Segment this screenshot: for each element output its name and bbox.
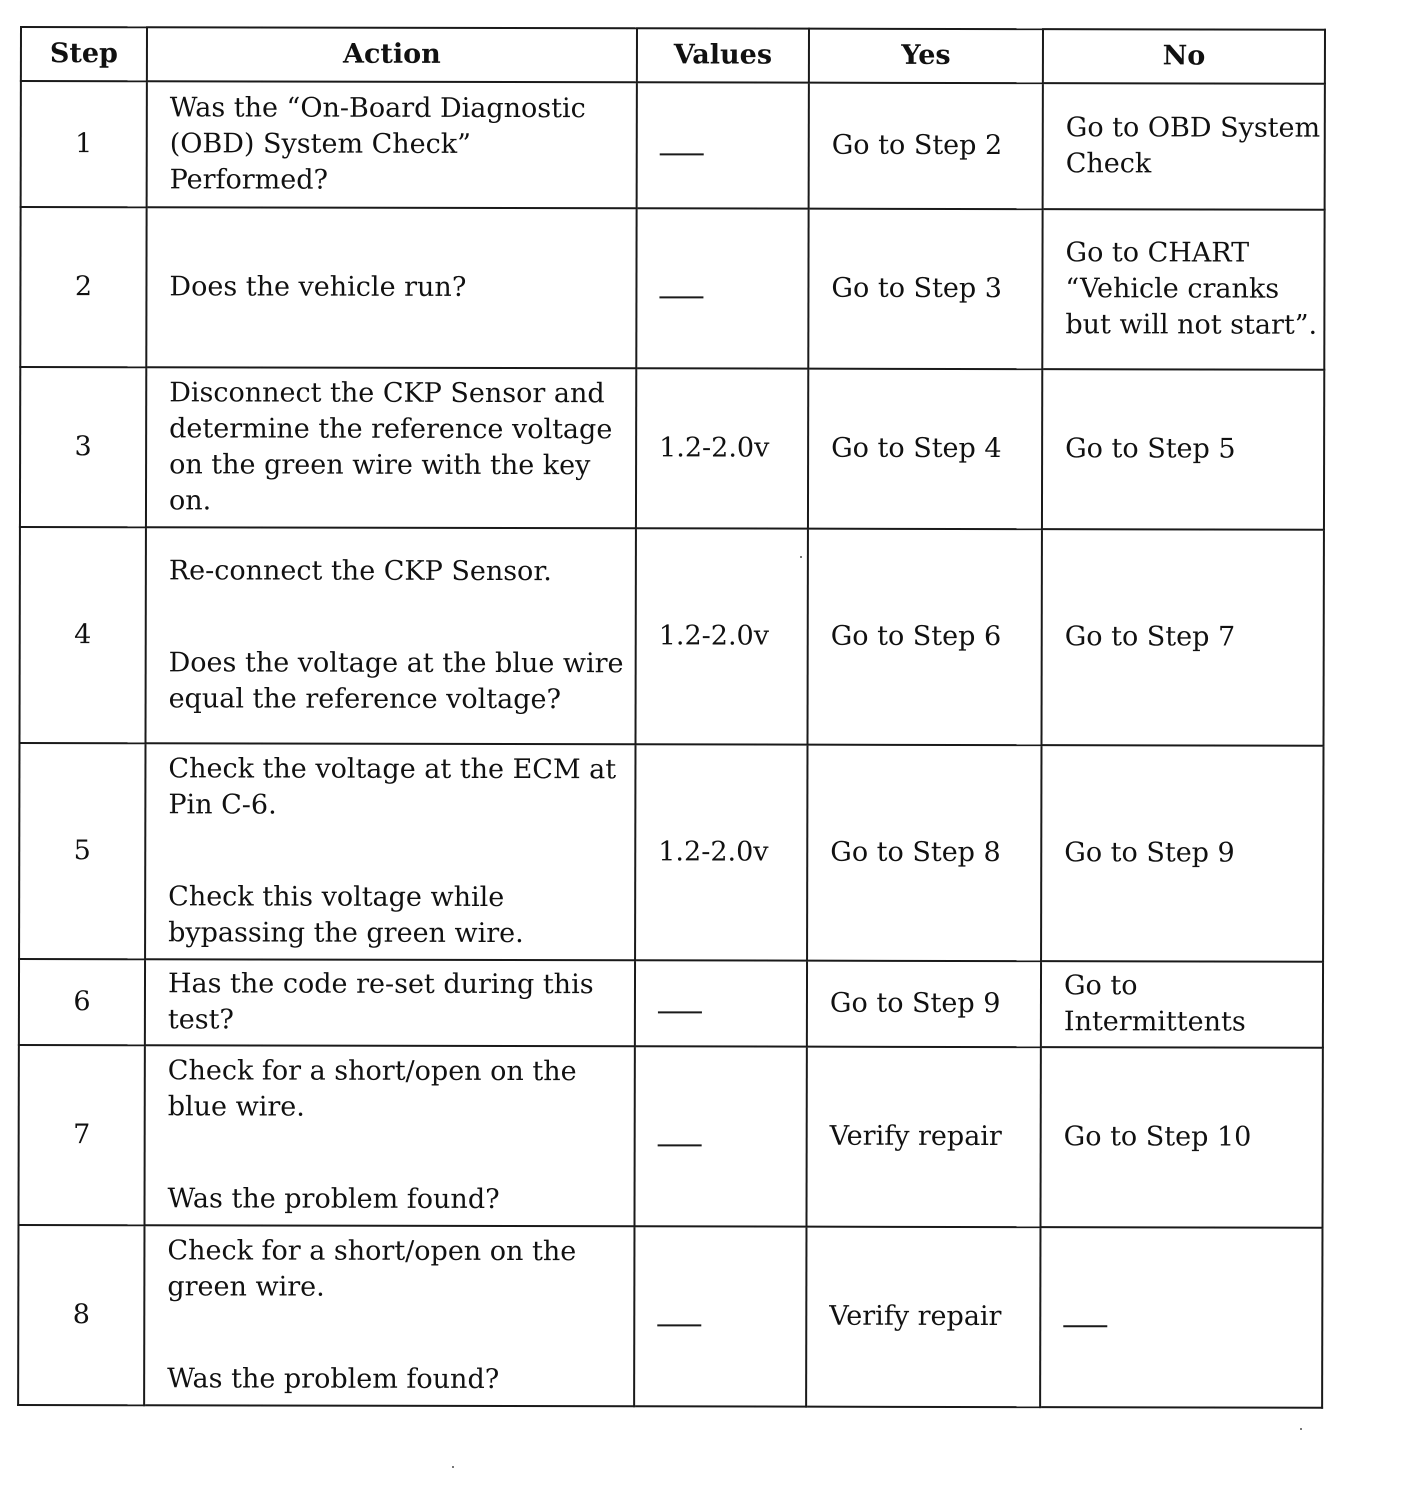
table-row <box>18 1225 1322 1408</box>
values-cell: 1.2-2.0v <box>635 528 807 744</box>
action-paragraph: Was the “On-Board Diagnostic (OBD) System Check” Performed? <box>169 92 586 196</box>
no-cell: Go to Step 10 <box>1040 1047 1322 1228</box>
action-cell <box>146 367 636 528</box>
step-cell: 2 <box>20 207 146 367</box>
paragraph-gap <box>169 589 625 646</box>
no-cell: Go to Step 9 <box>1041 745 1323 962</box>
table-row <box>20 207 1324 370</box>
header-yes: Yes <box>809 29 1043 83</box>
action-cell <box>147 81 637 208</box>
header-no: No <box>1043 29 1325 84</box>
values-cell <box>634 1226 806 1406</box>
table-row <box>21 81 1325 210</box>
blank-line <box>659 296 703 298</box>
action-paragraph: Disconnect the CKP Sensor and determine the reference voltage on the green wire with the key on. <box>168 377 613 517</box>
yes-cell: Go to Step 6 <box>807 529 1041 745</box>
action-cell <box>144 1045 634 1226</box>
yes-cell: Go to Step 8 <box>807 745 1041 961</box>
action-paragraph: Re-connect the CKP Sensor. <box>168 555 552 588</box>
step-cell: 4 <box>19 527 145 743</box>
action-paragraph: Check for a short/open on the blue wire. <box>167 1055 577 1123</box>
step-cell: 6 <box>19 959 145 1045</box>
scan-speck <box>800 556 802 558</box>
paragraph-gap <box>167 1305 623 1362</box>
table-row <box>19 959 1323 1048</box>
action-cell <box>144 1225 634 1406</box>
table-row <box>19 527 1323 746</box>
yes-cell: Go to Step 3 <box>808 209 1042 369</box>
blank-line <box>658 1011 702 1013</box>
no-cell: Go to Step 5 <box>1042 369 1324 530</box>
action-paragraph: Check this voltage while bypassing the green wire. <box>168 881 524 950</box>
yes-cell: Verify repair <box>806 1227 1040 1407</box>
step-cell: 8 <box>18 1225 144 1405</box>
header-step: Step <box>21 27 147 81</box>
header-values: Values <box>637 28 809 82</box>
diagnostic-table <box>17 26 1326 1409</box>
yes-cell: Go to Step 2 <box>809 83 1043 209</box>
action-paragraph: Was the problem found? <box>167 1363 500 1396</box>
action-cell <box>145 959 635 1046</box>
values-cell <box>635 960 807 1046</box>
step-cell: 3 <box>20 367 146 527</box>
yes-cell: Go to Step 4 <box>808 369 1042 529</box>
table-body <box>18 81 1325 1408</box>
no-cell: Go to Step 7 <box>1041 529 1323 746</box>
yes-cell: Go to Step 9 <box>807 961 1041 1047</box>
step-cell: 1 <box>21 81 147 207</box>
yes-cell: Verify repair <box>806 1047 1040 1227</box>
paragraph-gap <box>168 1125 624 1182</box>
blank-line <box>658 1144 702 1146</box>
scan-speck <box>1300 1428 1302 1430</box>
action-cell <box>146 207 636 368</box>
header-row <box>21 27 1325 84</box>
no-cell: Go to Intermittents <box>1041 961 1323 1048</box>
scan-speck <box>452 1466 454 1468</box>
action-paragraph: Does the voltage at the blue wire equal the reference voltage? <box>168 647 624 716</box>
values-cell <box>634 1046 806 1226</box>
action-cell <box>145 743 635 960</box>
table-row <box>19 743 1323 962</box>
paragraph-gap <box>168 823 624 880</box>
values-cell <box>636 208 808 368</box>
values-cell: 1.2-2.0v <box>635 744 807 960</box>
action-paragraph: Check the voltage at the ECM at Pin C-6. <box>168 753 617 821</box>
table-row <box>18 1045 1322 1228</box>
blank-line <box>657 1324 701 1326</box>
step-cell: 7 <box>18 1045 144 1225</box>
step-cell: 5 <box>19 743 145 959</box>
table-row <box>20 367 1324 530</box>
action-cell <box>145 527 635 744</box>
blank-line <box>1063 1325 1107 1327</box>
no-cell <box>1040 1227 1322 1408</box>
action-paragraph: Does the vehicle run? <box>169 271 467 303</box>
blank-line <box>660 153 704 155</box>
action-paragraph: Check for a short/open on the green wire. <box>167 1235 577 1303</box>
values-cell <box>637 82 809 208</box>
header-action: Action <box>147 27 637 82</box>
values-cell: 1.2-2.0v <box>636 368 808 528</box>
action-paragraph: Has the code re-set during this test? <box>167 968 594 1036</box>
no-cell: Go to CHART “Vehicle cranks but will not start”. <box>1042 209 1324 370</box>
action-paragraph: Was the problem found? <box>167 1183 500 1216</box>
no-cell: Go to OBD System Check <box>1043 83 1325 210</box>
